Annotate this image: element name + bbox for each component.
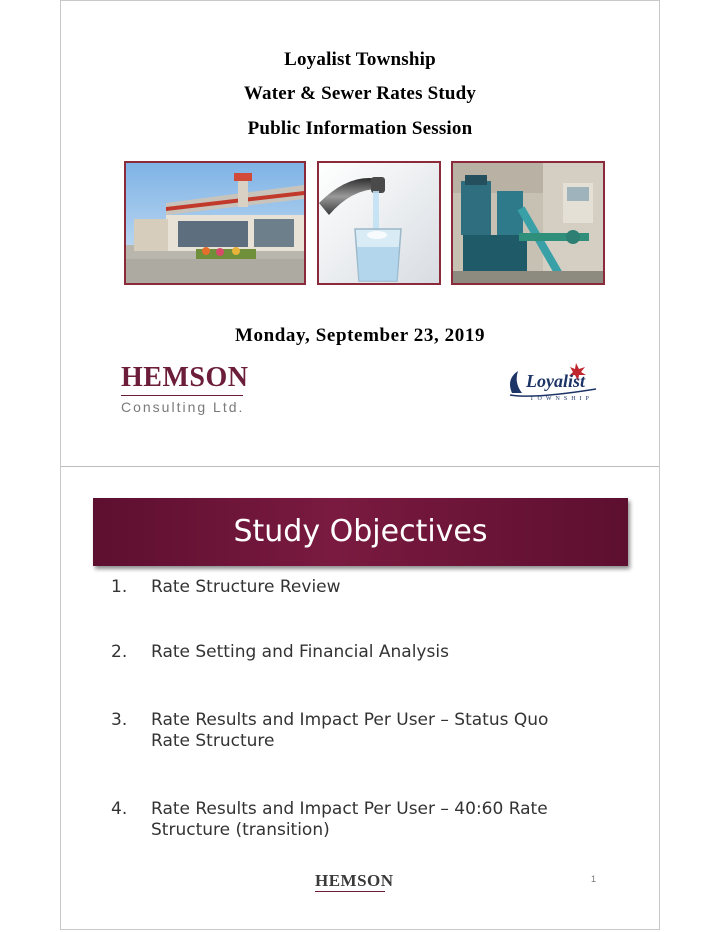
title-line-3: Public Information Session — [247, 118, 473, 139]
title-slide — [61, 1, 659, 467]
slide-title: Study Objectives — [233, 514, 488, 549]
loyalist-logo-sub: TOWNSHIP — [530, 396, 593, 402]
title-line-2: Water & Sewer Rates Study — [243, 83, 477, 104]
handout-page — [60, 0, 660, 930]
objective-text: Rate Setting and Financial Analysis — [151, 642, 449, 662]
township-building-photo — [124, 161, 306, 285]
footer-logo-rule — [315, 891, 385, 892]
objective-number: 2. — [111, 642, 128, 662]
loyalist-logo-name: Loyalist — [526, 371, 585, 391]
water-tap-glass-photo — [317, 161, 441, 285]
objective-text: Rate Structure Review — [151, 577, 341, 597]
session-date: Monday, September 23, 2019 — [234, 325, 486, 346]
hemson-logo-name: HEMSON — [121, 362, 249, 393]
footer-hemson-logo: HEMSON — [315, 871, 394, 890]
study-objectives-banner — [93, 498, 628, 566]
loyalist-township-logo — [504, 359, 600, 403]
slide-divider — [61, 466, 659, 467]
objective-number: 3. — [111, 710, 128, 730]
objective-number: 1. — [111, 577, 128, 597]
hemson-logo-sub: Consulting Ltd. — [121, 399, 245, 415]
page-number: 1 — [591, 874, 597, 884]
title-line-1: Loyalist Township — [284, 49, 436, 70]
pump-station-photo — [451, 161, 605, 285]
objective-number: 4. — [111, 799, 128, 819]
objective-text: Rate Results and Impact Per User – 40:60 Rate Structure (transition) — [151, 799, 548, 840]
objective-text: Rate Results and Impact Per User – Status Quo Rate Structure — [151, 710, 549, 751]
hemson-logo — [121, 363, 248, 415]
hemson-logo-rule — [121, 395, 243, 396]
